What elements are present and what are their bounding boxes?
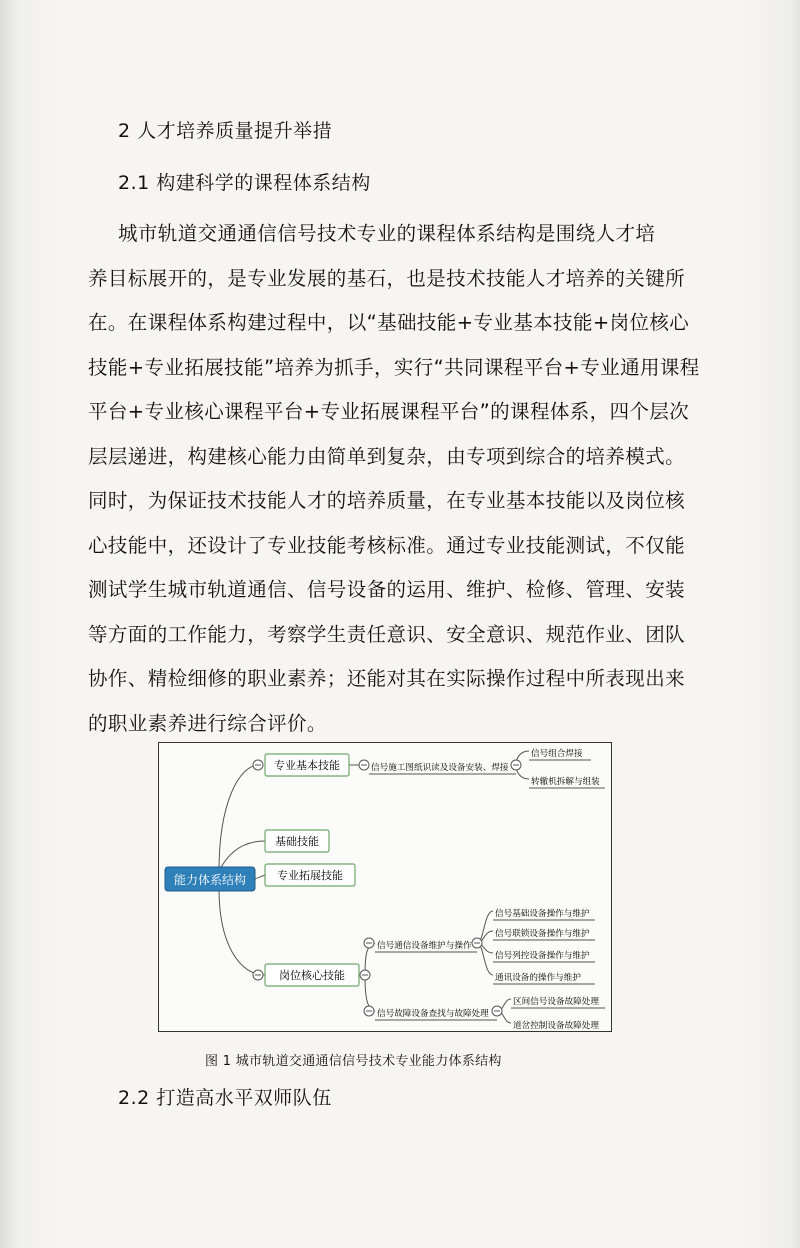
- paragraph-line: 测试学生城市轨道通信、信号设备的运用、维护、检修、管理、安装: [88, 578, 686, 601]
- figure-caption: 图 1 城市轨道交通通信信号技术专业能力体系结构: [205, 1054, 502, 1069]
- paragraph-line: 层层递进，构建核心能力由简单到复杂，由专项到综合的培养模式。: [88, 444, 686, 468]
- connector-root-professional-basic: [219, 765, 259, 871]
- connector-lines: [219, 751, 605, 1031]
- paragraph-line: 等方面的工作能力，考察学生责任意识、安全意识、规范作业、团队: [88, 622, 686, 646]
- sub-label-fault-handling: 信号故障设备查找与故障处理: [377, 1009, 489, 1019]
- mind-map-figure: [158, 742, 612, 1032]
- connector-root-extension: [255, 875, 265, 879]
- sub-label-drawing-install: 信号施工图纸识读及设备安装、焊接: [371, 763, 509, 773]
- leaf-label-yard-fault: 道岔控制设备故障处理: [513, 1021, 599, 1031]
- branch-label-extension: 专业拓展技能: [277, 869, 343, 882]
- sub-label-comm-maint: 信号通信设备维护与操作: [377, 941, 472, 951]
- paragraph-line: 心技能中，还设计了专业技能考核标准。通过专业技能测试，不仅能: [88, 533, 686, 557]
- leaf-label-basic-dev: 信号基础设备操作与维护: [495, 909, 590, 919]
- paragraph-line: 平台+专业核心课程平台+专业拓展课程平台”的课程体系，四个层次: [88, 400, 690, 423]
- root-node-label: 能力体系结构: [173, 873, 247, 887]
- paragraph-line: 协作、精检细修的职业素养；还能对其在实际操作过程中所表现出来: [88, 667, 686, 690]
- mind-map-svg: [159, 743, 611, 1031]
- branch-label-basic: 基础技能: [275, 835, 319, 848]
- leaf-label-switch: 转辙机拆解与组装: [531, 777, 600, 787]
- branch-label-post-core: 岗位核心技能: [279, 969, 345, 982]
- leaf-label-train-ctrl: 信号列控设备操作与维护: [495, 951, 590, 961]
- paragraph-line: 同时，为保证技术技能人才的培养质量，在专业基本技能以及岗位核: [88, 489, 686, 512]
- paragraph-line: 的职业素养进行综合评价。: [88, 711, 327, 735]
- paragraph-line: 城市轨道交通通信信号技术专业的课程体系结构是围绕人才培: [118, 222, 656, 245]
- paragraph-line: 养目标展开的，是专业发展的基石，也是技术技能人才培养的关键所: [88, 266, 686, 290]
- subsection-heading-2-2: 2.2 打造高水平双师队伍: [118, 1087, 332, 1109]
- section-heading: 2 人才培养质量提升举措: [118, 120, 333, 142]
- leaf-label-interlock: 信号联锁设备操作与维护: [495, 929, 590, 939]
- leaf-label-comm-dev: 通讯设备的操作与维护: [495, 973, 581, 983]
- paragraph-line: 技能+专业拓展技能”培养为抓手，实行“共同课程平台+专业通用课程: [88, 355, 700, 379]
- paragraph-line: 在。在课程体系构建过程中，以“基础技能+专业基本技能+岗位核心: [88, 311, 690, 334]
- leaf-label-weld: 信号组合焊接: [531, 749, 583, 759]
- body-paragraph: [88, 212, 700, 746]
- branch-label-professional-basic: 专业基本技能: [274, 759, 340, 772]
- connector-root-post-core: [219, 889, 265, 975]
- leaf-label-section-fault: 区间信号设备故障处理: [513, 997, 599, 1007]
- subsection-heading-2-1: 2.1 构建科学的课程体系结构: [118, 172, 371, 194]
